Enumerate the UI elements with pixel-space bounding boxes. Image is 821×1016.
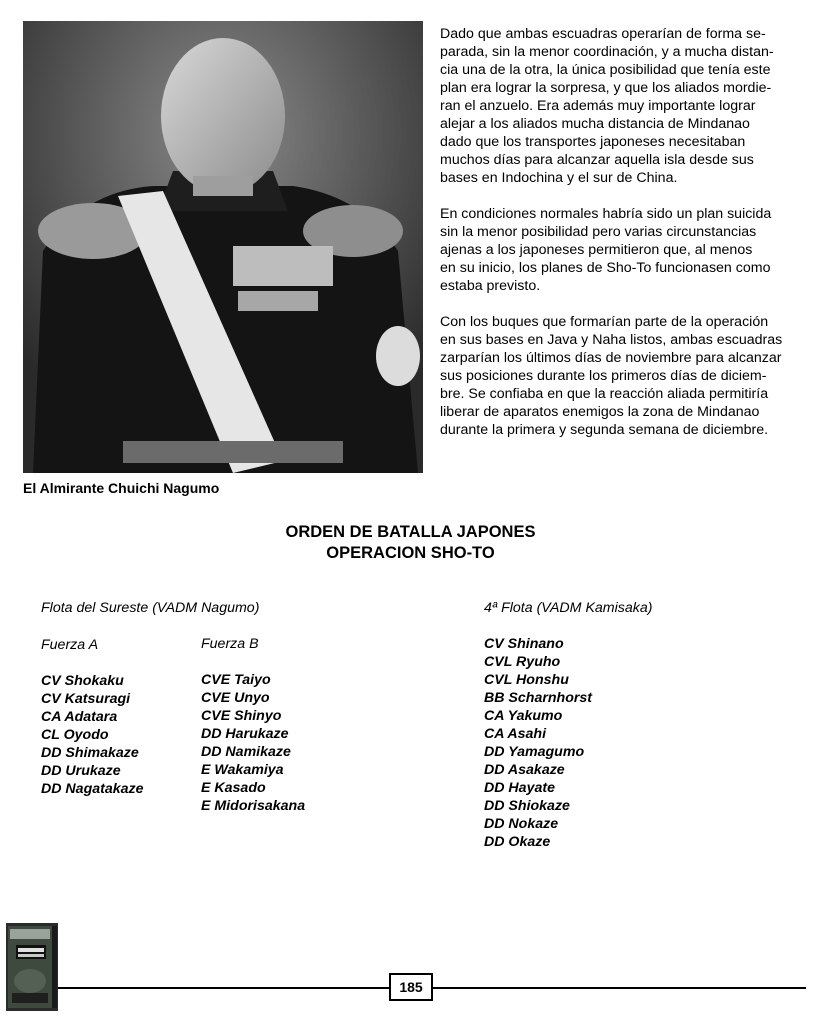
ship-entry: DD Nokaze	[484, 816, 559, 832]
fleet-4-ship-list	[484, 635, 652, 851]
body-line: en su inicio, los planes de Sho-To funcionasen como	[440, 260, 771, 276]
ship-entry: DD Okaze	[484, 834, 551, 850]
order-title-line1: ORDEN DE BATALLA JAPONES	[285, 523, 536, 541]
body-paragraph	[440, 313, 818, 439]
ship-entry: CL Oyodo	[41, 727, 109, 743]
game-box-illustration	[6, 923, 58, 1011]
body-line: sin la menor posibilidad pero varias circunstancias	[440, 224, 757, 240]
ship-entry: E Kasado	[201, 780, 266, 796]
body-line: bases en Indochina y el sur de China.	[440, 170, 678, 186]
ship-entry: CVE Shinyo	[201, 708, 282, 724]
force-a-column	[41, 636, 144, 798]
ship-entry: CA Asahi	[484, 726, 547, 742]
ship-entry: DD Shiokaze	[484, 798, 570, 814]
ship-entry: CVE Taiyo	[201, 672, 271, 688]
fleet-southeast-label: Flota del Sureste (VADM Nagumo)	[41, 600, 260, 616]
ship-entry: DD Urukaze	[41, 763, 121, 779]
ship-entry: CV Katsuragi	[41, 691, 131, 707]
body-line: Con los buques que formarían parte de la operación	[440, 314, 769, 330]
ship-entry: CVE Unyo	[201, 690, 270, 706]
body-paragraph	[440, 205, 818, 295]
fleet-southeast-header	[41, 599, 259, 617]
admiral-portrait-photo	[23, 21, 423, 473]
force-b-column	[201, 635, 305, 815]
ship-entry: CV Shinano	[484, 636, 564, 652]
ship-entry: CA Adatara	[41, 709, 118, 725]
body-line: ajenas a los japoneses permitieron que, al menos	[440, 242, 753, 258]
ship-entry: CV Shokaku	[41, 673, 124, 689]
body-line: dado que los transportes japoneses necesitaban	[440, 134, 746, 150]
photo-caption: El Almirante Chuichi Nagumo	[23, 480, 220, 496]
body-line: plan era lograr la sorpresa, y que los aliados mordie-	[440, 80, 772, 96]
ship-entry: CA Yakumo	[484, 708, 563, 724]
ship-entry: DD Hayate	[484, 780, 555, 796]
ship-entry: DD Asakaze	[484, 762, 565, 778]
body-line: sus posiciones durante los primeros días de diciem-	[440, 368, 767, 384]
force-a-ship-list	[41, 672, 144, 798]
ship-entry: CVL Ryuho	[484, 654, 561, 670]
force-b-ship-list	[201, 671, 305, 815]
footer-rule-right	[433, 987, 806, 989]
body-line: Dado que ambas escuadras operarían de forma se-	[440, 26, 766, 42]
portrait-illustration	[23, 21, 423, 473]
body-line: ran el anzuelo. Era además muy importante lograr	[440, 98, 756, 114]
body-line: alejar a los aliados mucha distancia de Mindanao	[440, 116, 750, 132]
body-line: cia una de la otra, la única posibilidad que tenía este	[440, 62, 771, 78]
ship-entry: BB Scharnhorst	[484, 690, 592, 706]
body-paragraph	[440, 25, 818, 187]
body-line: bre. Se confiaba en que la reacción aliada permitiría	[440, 386, 769, 402]
body-line: en sus bases en Java y Naha listos, ambas escuadras	[440, 332, 783, 348]
body-line: zarparían los últimos días de noviembre para alcanzar	[440, 350, 782, 366]
fleet-4-label: 4ª Flota (VADM Kamisaka)	[484, 600, 653, 616]
ship-entry: E Wakamiya	[201, 762, 284, 778]
ship-entry: CVL Honshu	[484, 672, 569, 688]
force-a-label: Fuerza A	[41, 637, 99, 653]
body-line: En condiciones normales habría sido un plan suicida	[440, 206, 772, 222]
body-line: estaba previsto.	[440, 278, 541, 294]
game-box-cover-image	[6, 923, 58, 1011]
page-number: 185	[389, 973, 433, 1001]
footer-rule-left	[58, 987, 389, 989]
ship-entry: DD Shimakaze	[41, 745, 139, 761]
body-line: liberar de aparatos enemigos la zona de Mindanao	[440, 404, 760, 420]
order-title-line2: OPERACION SHO-TO	[326, 544, 495, 562]
article-body-text	[440, 25, 818, 457]
ship-entry: DD Namikaze	[201, 744, 291, 760]
ship-entry: DD Harukaze	[201, 726, 289, 742]
ship-entry: DD Yamagumo	[484, 744, 585, 760]
body-line: durante la primera y segunda semana de diciembre.	[440, 422, 769, 438]
fleet-4-column	[484, 599, 652, 851]
ship-entry: DD Nagatakaze	[41, 781, 144, 797]
ship-entry: E Midorisakana	[201, 798, 306, 814]
force-b-label: Fuerza B	[201, 636, 259, 652]
body-line: muchos días para alcanzar aquella isla desde sus	[440, 152, 754, 168]
body-line: parada, sin la menor coordinación, y a mucha distan-	[440, 44, 774, 60]
